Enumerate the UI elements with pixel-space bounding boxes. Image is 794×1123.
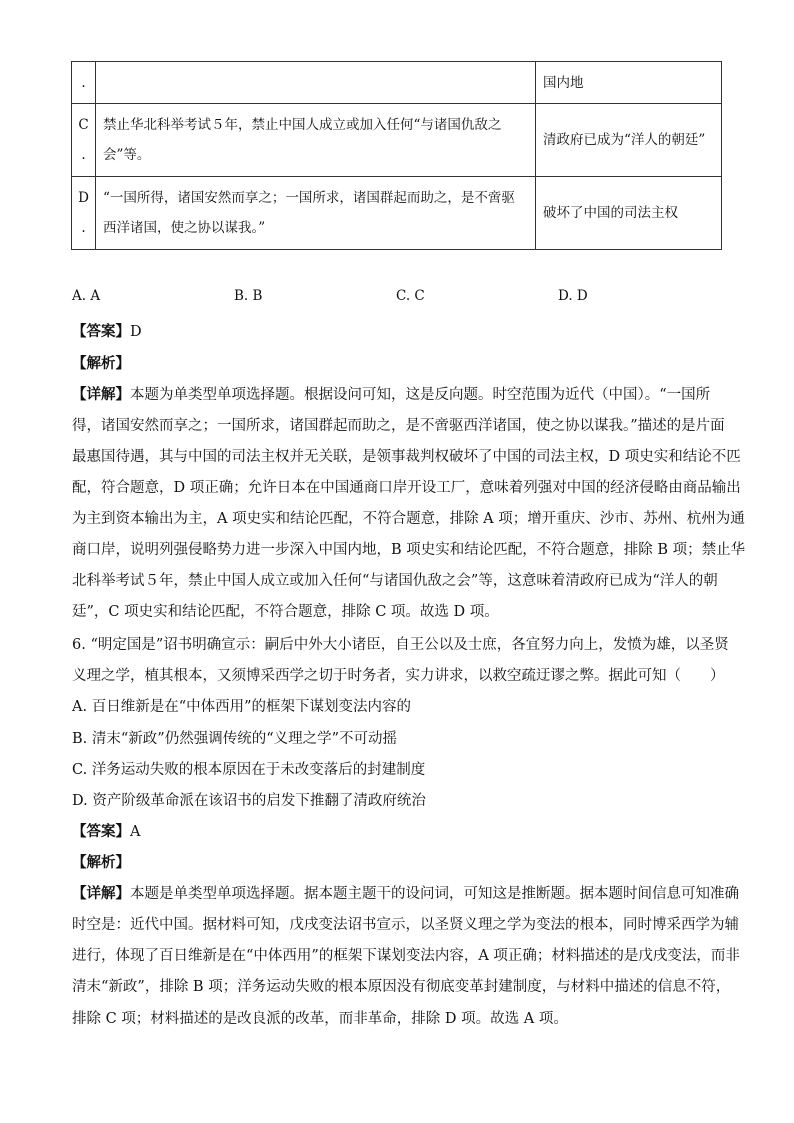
detail-text: 本题为单类型单项选择题。根据设问可知，这是反向题。时空范围为近代（中国）。“一国所 [130,387,711,403]
answer-label: 【答案】 [72,323,130,340]
option-letter: D [78,190,89,206]
q6-option-a[interactable]: A. 百日维新是在“中体西用”的框架下谋划变法内容的 [72,699,412,715]
q5-choices [72,288,722,308]
q6-option-c[interactable]: C. 洋务运动失败的根本原因在于未改变落后的封建制度 [72,762,426,778]
option-letter-dot: . [81,147,86,163]
option-letter-cell [72,177,96,250]
answer-value: A [130,824,141,840]
option-letter-cell [72,104,96,177]
choice-d[interactable]: D. D [558,288,588,304]
q5-analysis-label [72,352,722,373]
choice-b[interactable]: B. B [234,288,263,304]
option-conclusion-cell: 破坏了中国的司法主权 [536,177,722,250]
q6-analysis-label [72,851,722,872]
detail-label: 【详解】 [72,885,130,902]
q5-detail-line: 配，符合题意，D 项正确；允许日本在中国通商口岸开设工厂，意味着列强对中国的经济侵略由商品输出 [72,480,741,496]
q5-detail-line: 廷”，C 项史实和结论匹配，不符合题意，排除 C 项。故选 D 项。 [72,604,499,620]
option-conclusion-cell: 国内地 [536,62,722,104]
option-conclusion-cell: 清政府已成为“洋人的朝廷” [536,104,722,177]
table-row [72,62,722,104]
q5-detail-line: 商口岸，说明列强侵略势力进一步深入中国内地，B 项史实和结论匹配，不符合题意，排除 B 项；禁止华 [72,542,746,558]
option-content-cell: “一国所得，诸国安然而享之；一国所求，诸国群起而助之，是不啻驱西洋诸国，使之协以谋我。” [96,177,536,250]
option-content-cell: 禁止华北科举考试５年，禁止中国人成立或加入任何“与诸国仇敌之会”等。 [96,104,536,177]
q6-stem-line: 义理之学，植其根本，又须博采西学之切于时务者，实力讲求，以救空疏迂谬之弊。据此可知（ ） [72,668,725,684]
options-table [71,61,722,250]
detail-text: 本题是单类型单项选择题。据本题主题干的设问词，可知这是推断题。据本题时间信息可知准确 [130,886,739,902]
q5-detail-line: 得，诸国安然而享之；一国所求，诸国群起而助之，是不啻驱西洋诸国，使之协以谋我。”描述的是片面 [72,418,725,434]
q5-answer-line [72,320,722,341]
option-letter-cell [72,62,96,104]
analysis-label: 【解析】 [72,854,130,871]
table-row [72,177,722,250]
q6-detail-line: 清末“新政”，排除 B 项；洋务运动失败的根本原因没有彻底变革封建制度，与材料中描述的信息不符， [72,979,731,995]
q6-option-b[interactable]: B. 清末“新政”仍然强调传统的“义理之学”不可动摇 [72,731,398,747]
answer-label: 【答案】 [72,823,130,840]
option-letter: C [78,117,89,133]
choice-a[interactable]: A. A [72,288,101,304]
q5-detail-line: 北科举考试５年，禁止中国人成立或加入任何“与诸国仇敌之会”等，这意味着清政府已成为“洋人的朝 [72,573,718,589]
option-letter-dot: . [81,220,86,236]
q6-detail-line: 时空是：近代中国。据材料可知，戊戌变法诏书宣示，以圣贤义理之学为变法的根本，同时博采西学为辅 [72,917,739,933]
q6-detail-line: 进行，体现了百日维新是在“中体西用”的框架下谋划变法内容，A 项正确；材料描述的是戊戌变法，而非 [72,948,740,964]
table-row [72,104,722,177]
option-letter: . [81,74,86,91]
choice-c[interactable]: C. C [396,288,425,304]
q6-stem-line: 6. “明定国是”诏书明确宣示：嗣后中外大小诸臣，自王公以及士庶，各宜努力向上，发愤为雄，以圣贤 [72,637,729,653]
option-content-cell [96,62,536,104]
detail-label: 【详解】 [72,386,130,403]
q5-detail-line: 为主到资本输出为主，A 项史实和结论匹配，不符合题意，排除 A 项；增开重庆、沙市、苏州、杭州为通 [72,511,745,527]
answer-value: D [130,324,142,340]
q6-option-d[interactable]: D. 资产阶级革命派在该诏书的启发下推翻了清政府统治 [72,793,426,809]
q5-detail-line: 最惠国待遇，其与中国的司法主权并无关联，是领事裁判权破坏了中国的司法主权，D 项史实和结论不匹 [72,449,741,465]
q5-detail-line [72,383,722,404]
analysis-label: 【解析】 [72,355,130,372]
q6-answer-line [72,820,722,841]
q6-detail-line: 排除 C 项；材料描述的是改良派的改革，而非革命，排除 D 项。故选 A 项。 [72,1011,568,1027]
q6-detail-line [72,882,739,903]
